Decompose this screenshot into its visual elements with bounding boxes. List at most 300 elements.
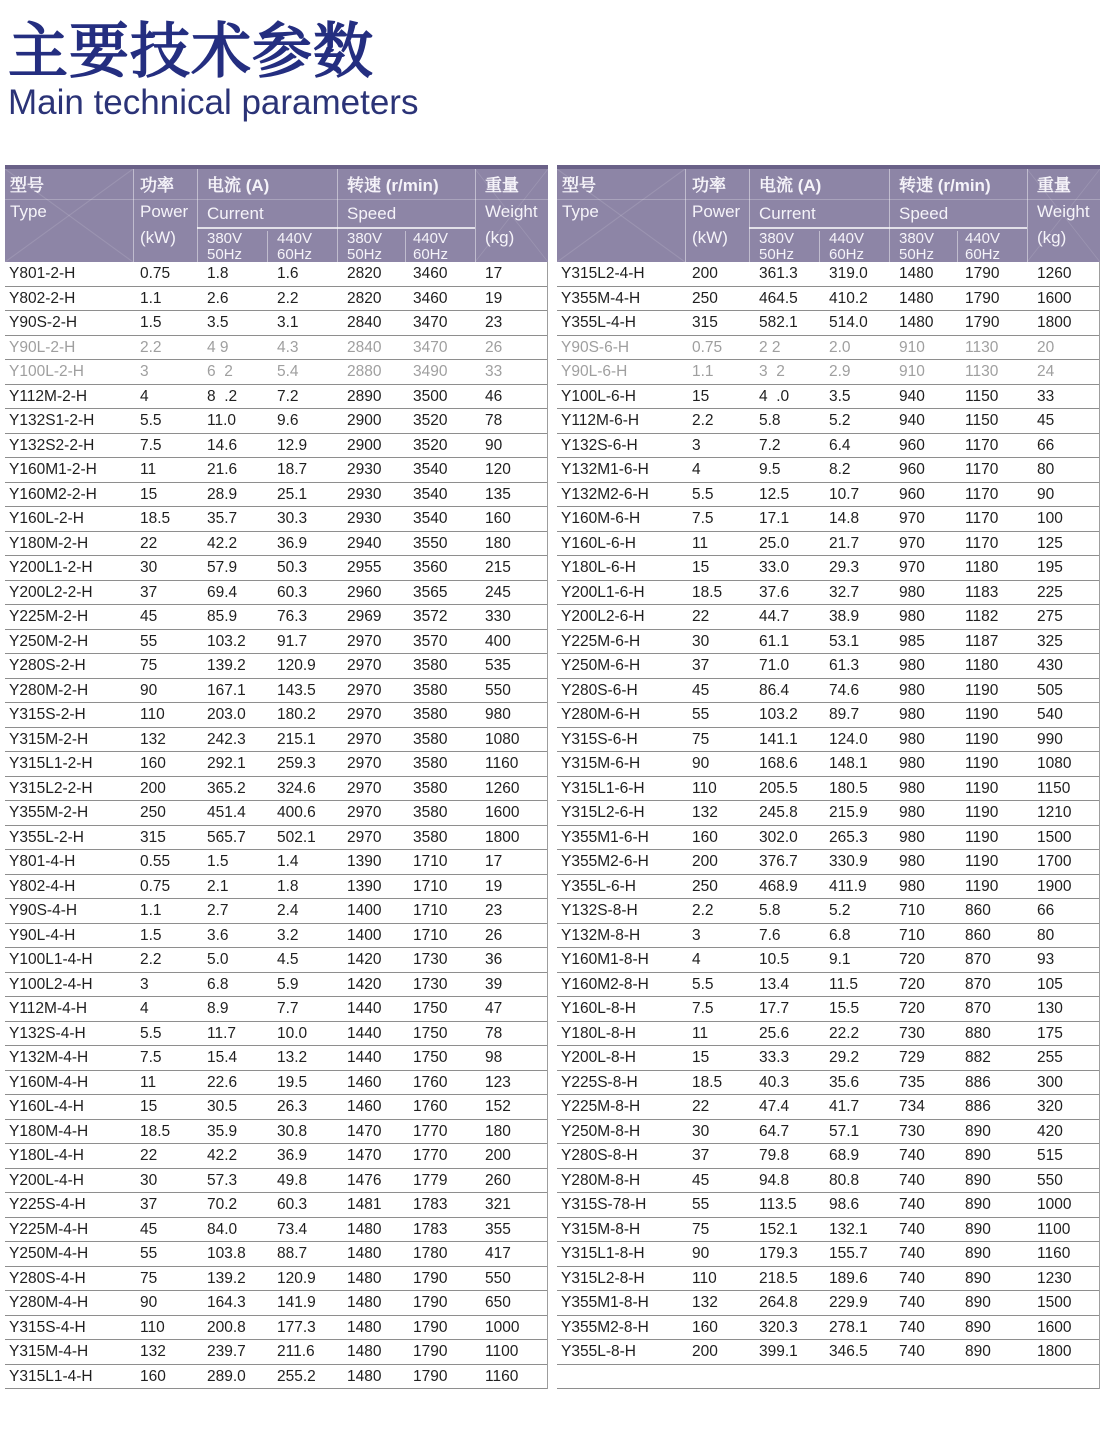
cell-weight-kg: 1230: [1037, 1269, 1072, 1287]
cell-type: Y112M-4-H: [9, 1000, 88, 1017]
cell-speed-380v-50hz: 2820: [347, 265, 382, 282]
cell-current-440v-60hz: 61.3: [829, 657, 860, 674]
cell-current-440v-60hz: 12.9: [277, 436, 308, 454]
cell-speed-440v-60hz: 890: [965, 1318, 991, 1336]
col-header-speed-zh: 转速 (r/min): [899, 176, 991, 195]
table-row: [5, 581, 547, 606]
table-row: [557, 1193, 1099, 1218]
cell-weight-kg: 24: [1037, 363, 1055, 380]
cell-current-380v-50hz: 200.8: [207, 1318, 246, 1336]
cell-speed-380v-50hz: 2970: [347, 730, 382, 748]
cell-power-kw: 75: [140, 657, 158, 674]
cell-speed-440v-60hz: 1190: [965, 853, 999, 870]
cell-type: Y180L-6-H: [561, 559, 636, 576]
cell-speed-440v-60hz: 3570: [413, 632, 448, 650]
cell-type: Y100L-2-H: [9, 363, 84, 380]
table-row: [557, 1120, 1099, 1145]
cell-current-380v-50hz: 3.5: [207, 314, 229, 331]
col-header-power-en: Power: [692, 202, 741, 221]
cell-type: Y200L1-2-H: [9, 559, 93, 576]
cell-current-380v-50hz: 35.9: [207, 1122, 238, 1140]
cell-power-kw: 4: [140, 1000, 149, 1017]
cell-current-380v-50hz: 44.7: [759, 608, 790, 625]
cell-current-440v-60hz: 502.1: [277, 828, 316, 846]
col-header-weight-zh: 重量: [1037, 176, 1071, 195]
cell-speed-380v-50hz: 960: [899, 461, 925, 478]
cell-speed-440v-60hz: 1750: [413, 1000, 448, 1017]
cell-current-380v-50hz: 4 9: [207, 338, 229, 356]
table-row: [557, 556, 1099, 581]
cell-speed-380v-50hz: 2970: [347, 804, 382, 821]
table-row: [557, 1316, 1099, 1341]
table-row: [557, 728, 1099, 753]
cell-current-380v-50hz: 152.1: [759, 1220, 798, 1238]
cell-power-kw: 110: [692, 1269, 717, 1287]
cell-power-kw: 75: [692, 730, 710, 748]
cell-type: Y355L-2-H: [9, 828, 84, 846]
cell-current-380v-50hz: 468.9: [759, 877, 798, 895]
table-row: [5, 899, 547, 924]
cell-weight-kg: 1160: [485, 1367, 519, 1385]
cell-current-380v-50hz: 30.5: [207, 1098, 238, 1115]
cell-type: Y132S-8-H: [561, 902, 638, 919]
col-header-current-zh: 电流 (A): [207, 176, 270, 195]
cell-type: Y315L1-8-H: [561, 1245, 645, 1262]
col-header-weight: [475, 169, 548, 262]
cell-power-kw: 3: [140, 363, 149, 380]
cell-current-440v-60hz: 5.2: [829, 902, 851, 919]
table-row: [557, 581, 1099, 606]
cell-current-440v-60hz: 9.6: [277, 412, 299, 429]
frequency-label: 50Hz: [899, 246, 935, 263]
cell-speed-380v-50hz: 740: [899, 1147, 925, 1164]
cell-power-kw: 110: [140, 706, 165, 723]
table-row: [5, 360, 547, 385]
cell-current-440v-60hz: 215.9: [829, 804, 868, 821]
cell-current-440v-60hz: 2.2: [277, 289, 299, 307]
table-row: [557, 605, 1099, 630]
cell-weight-kg: 46: [485, 387, 503, 405]
cell-type: Y160M1-2-H: [9, 461, 97, 478]
cell-current-380v-50hz: 451.4: [207, 804, 246, 821]
cell-current-380v-50hz: 37.6: [759, 583, 790, 601]
cell-power-kw: 45: [140, 1220, 158, 1238]
voltage-label: 440V: [413, 230, 449, 247]
cell-type: Y225M-8-H: [561, 1098, 641, 1115]
table-row: [5, 679, 547, 704]
cell-current-380v-50hz: 205.5: [759, 779, 798, 797]
cell-power-kw: 4: [692, 461, 701, 478]
cell-weight-kg: 275: [1037, 608, 1063, 625]
cell-current-380v-50hz: 47.4: [759, 1098, 790, 1115]
cell-current-440v-60hz: 7.7: [277, 1000, 299, 1017]
table-row: [5, 1218, 547, 1243]
table-row: [557, 360, 1099, 385]
cell-speed-440v-60hz: 1780: [413, 1245, 448, 1262]
cell-speed-440v-60hz: 3580: [413, 730, 448, 748]
cell-current-380v-50hz: 57.9: [207, 559, 238, 576]
cell-speed-380v-50hz: 970: [899, 559, 925, 576]
cell-speed-440v-60hz: 870: [965, 1000, 991, 1017]
divider: [405, 231, 406, 262]
cell-power-kw: 5.5: [140, 1024, 162, 1042]
cell-current-440v-60hz: 53.1: [829, 632, 860, 650]
cell-weight-kg: 26: [485, 926, 503, 944]
divider: [957, 231, 958, 262]
cell-weight-kg: 160: [485, 510, 511, 527]
cell-type: Y90L-2-H: [9, 338, 76, 356]
cell-speed-440v-60hz: 1180: [965, 559, 999, 576]
table-row: [5, 483, 547, 508]
cell-weight-kg: 505: [1037, 681, 1063, 699]
cell-current-380v-50hz: 11.0: [207, 412, 237, 429]
cell-current-380v-50hz: 25.0: [759, 534, 790, 552]
col-header-weight-en: Weight: [485, 202, 538, 221]
cell-current-380v-50hz: 86.4: [759, 681, 790, 699]
cell-speed-380v-50hz: 985: [899, 632, 925, 650]
cell-speed-440v-60hz: 3580: [413, 804, 448, 821]
cell-speed-440v-60hz: 3580: [413, 828, 448, 846]
cell-type: Y315L2-6-H: [561, 804, 645, 821]
cell-speed-380v-50hz: 2970: [347, 779, 382, 797]
cell-speed-440v-60hz: 890: [965, 1196, 991, 1213]
cell-weight-kg: 1800: [485, 828, 520, 846]
cell-speed-380v-50hz: 1440: [347, 1049, 382, 1066]
cell-current-440v-60hz: 49.8: [277, 1171, 308, 1189]
cell-current-440v-60hz: 229.9: [829, 1294, 868, 1311]
cell-current-440v-60hz: 9.1: [829, 951, 851, 968]
cell-speed-440v-60hz: 1150: [965, 387, 999, 405]
cell-speed-440v-60hz: 1783: [413, 1220, 448, 1238]
col-header-weight-unit: (kg): [485, 228, 515, 247]
cell-speed-380v-50hz: 1400: [347, 926, 382, 944]
cell-current-380v-50hz: 264.8: [759, 1294, 798, 1311]
cell-speed-440v-60hz: 3580: [413, 779, 448, 797]
cell-type: Y280S-4-H: [9, 1269, 86, 1287]
cell-speed-380v-50hz: 720: [899, 951, 925, 968]
cell-speed-440v-60hz: 870: [965, 951, 991, 968]
frequency-label: 60Hz: [277, 246, 313, 263]
cell-speed-380v-50hz: 1470: [347, 1147, 382, 1164]
cell-current-440v-60hz: 255.2: [277, 1367, 316, 1385]
cell-current-440v-60hz: 2.9: [829, 363, 851, 380]
cell-current-440v-60hz: 400.6: [277, 804, 316, 821]
cell-power-kw: 7.5: [692, 1000, 714, 1017]
table-row: [5, 1267, 547, 1292]
cell-current-440v-60hz: 3.2: [277, 926, 299, 944]
cell-current-380v-50hz: 8.9: [207, 1000, 229, 1017]
table-row: [5, 1120, 547, 1145]
voltage-label: 380V: [759, 230, 795, 247]
table-row: [557, 262, 1099, 287]
cell-current-440v-60hz: 88.7: [277, 1245, 308, 1262]
cell-current-380v-50hz: 1.5: [207, 853, 229, 870]
cell-current-440v-60hz: 76.3: [277, 608, 308, 625]
cell-current-440v-60hz: 1.6: [277, 265, 299, 282]
cell-weight-kg: 430: [1037, 657, 1063, 674]
cell-weight-kg: 1160: [1037, 1245, 1071, 1262]
table-row: [557, 409, 1099, 434]
cell-power-kw: 90: [140, 681, 158, 699]
cell-current-440v-60hz: 26.3: [277, 1098, 308, 1115]
cell-current-440v-60hz: 8.2: [829, 461, 851, 478]
cell-type: Y180L-8-H: [561, 1024, 636, 1042]
table-row: [557, 287, 1099, 312]
cell-speed-440v-60hz: 1783: [413, 1196, 448, 1213]
cell-speed-380v-50hz: 1440: [347, 1000, 382, 1017]
cell-current-440v-60hz: 74.6: [829, 681, 860, 699]
cell-power-kw: 7.5: [692, 510, 714, 527]
cell-weight-kg: 120: [485, 461, 511, 478]
cell-weight-kg: 300: [1037, 1073, 1063, 1091]
cell-weight-kg: 515: [1037, 1147, 1063, 1164]
cell-speed-380v-50hz: 2840: [347, 338, 382, 356]
cell-weight-kg: 420: [1037, 1122, 1063, 1140]
cell-current-380v-50hz: 22.6: [207, 1073, 238, 1091]
col-header-current-380v: [749, 229, 819, 262]
cell-type: Y90L-4-H: [9, 926, 76, 944]
cell-weight-kg: 1150: [1037, 779, 1071, 797]
cell-current-440v-60hz: 30.3: [277, 510, 308, 527]
cell-weight-kg: 260: [485, 1171, 511, 1189]
cell-power-kw: 11: [692, 534, 709, 552]
cell-speed-380v-50hz: 730: [899, 1024, 925, 1042]
cell-speed-380v-50hz: 729: [899, 1049, 925, 1066]
cell-type: Y90L-6-H: [561, 363, 628, 380]
cell-speed-440v-60hz: 3565: [413, 583, 448, 601]
col-header-current-380v: [197, 229, 267, 262]
cell-power-kw: 30: [140, 1171, 158, 1189]
cell-type: Y315L2-2-H: [9, 779, 93, 797]
cell-type: Y801-4-H: [9, 853, 76, 870]
cell-speed-380v-50hz: 1480: [899, 314, 934, 331]
cell-weight-kg: 980: [485, 706, 511, 723]
table-row: [5, 336, 547, 361]
cell-weight-kg: 1260: [1037, 265, 1072, 282]
cell-speed-380v-50hz: 980: [899, 804, 925, 821]
frequency-label: 50Hz: [347, 246, 383, 263]
table-row: [557, 1218, 1099, 1243]
cell-current-380v-50hz: 6 2: [207, 363, 233, 380]
cell-type: Y355M-2-H: [9, 804, 89, 821]
cell-current-380v-50hz: 42.2: [207, 1147, 238, 1164]
cell-current-440v-60hz: 22.2: [829, 1024, 860, 1042]
cell-speed-440v-60hz: 3500: [413, 387, 448, 405]
cell-power-kw: 37: [692, 1147, 710, 1164]
voltage-label: 380V: [207, 230, 243, 247]
cell-power-kw: 1.1: [692, 363, 714, 380]
cell-type: Y112M-6-H: [561, 412, 640, 429]
cell-speed-440v-60hz: 890: [965, 1147, 991, 1164]
cell-current-440v-60hz: 410.2: [829, 289, 868, 307]
table-row: [5, 752, 547, 777]
cell-weight-kg: 175: [1037, 1024, 1063, 1042]
cell-weight-kg: 33: [485, 363, 503, 380]
cell-speed-440v-60hz: 1790: [965, 314, 1000, 331]
table-row: [5, 385, 547, 410]
cell-speed-380v-50hz: 1390: [347, 877, 382, 895]
cell-current-380v-50hz: 113.5: [759, 1196, 797, 1213]
table-row: [557, 483, 1099, 508]
cell-speed-380v-50hz: 970: [899, 510, 925, 527]
cell-type: Y100L2-4-H: [9, 975, 93, 993]
cell-current-380v-50hz: 69.4: [207, 583, 238, 601]
cell-current-380v-50hz: 28.9: [207, 485, 238, 503]
cell-power-kw: 22: [140, 534, 158, 552]
cell-speed-440v-60hz: 1130: [965, 363, 999, 380]
cell-weight-kg: 1900: [1037, 877, 1072, 895]
cell-current-440v-60hz: 25.1: [277, 485, 308, 503]
col-header-type: [557, 169, 685, 262]
cell-speed-440v-60hz: 1790: [413, 1343, 448, 1360]
table-row: [557, 752, 1099, 777]
cell-speed-380v-50hz: 740: [899, 1245, 925, 1262]
col-header-current-440v: [267, 229, 337, 262]
cell-power-kw: 3: [692, 436, 701, 454]
cell-power-kw: 45: [692, 1171, 710, 1189]
table-row: [5, 458, 547, 483]
divider: [197, 169, 198, 262]
cell-speed-380v-50hz: 1420: [347, 975, 382, 993]
cell-power-kw: 200: [692, 1343, 718, 1360]
page-header: [8, 18, 418, 122]
cell-power-kw: 18.5: [140, 1122, 171, 1140]
col-header-speed-440v: [957, 229, 1027, 262]
cell-current-440v-60hz: 180.2: [277, 706, 316, 723]
cell-type: Y315S-2-H: [9, 706, 86, 723]
table-row: [557, 1365, 1099, 1390]
cell-speed-380v-50hz: 980: [899, 755, 925, 772]
cell-speed-380v-50hz: 1460: [347, 1073, 382, 1091]
cell-current-440v-60hz: 29.2: [829, 1049, 860, 1066]
table-row: [557, 1291, 1099, 1316]
cell-speed-440v-60hz: 890: [965, 1220, 991, 1238]
cell-power-kw: 110: [140, 1318, 165, 1336]
cell-speed-440v-60hz: 3580: [413, 755, 448, 772]
cell-current-380v-50hz: 8 .2: [207, 387, 238, 405]
table-row: [557, 948, 1099, 973]
cell-type: Y801-2-H: [9, 265, 76, 282]
cell-power-kw: 160: [692, 828, 718, 846]
cell-weight-kg: 650: [485, 1294, 511, 1311]
col-header-current-440v: [819, 229, 889, 262]
cell-current-440v-60hz: 35.6: [829, 1073, 860, 1091]
cell-weight-kg: 23: [485, 314, 503, 331]
cell-weight-kg: 1800: [1037, 314, 1072, 331]
cell-current-380v-50hz: 242.3: [207, 730, 246, 748]
table-row: [5, 1340, 547, 1365]
table-row: [5, 1046, 547, 1071]
table-body: [557, 262, 1100, 1389]
cell-weight-kg: 180: [485, 1122, 511, 1140]
cell-weight-kg: 535: [485, 657, 511, 674]
cell-speed-380v-50hz: 2970: [347, 657, 382, 674]
cell-current-380v-50hz: 5.8: [759, 902, 781, 919]
cell-speed-440v-60hz: 1710: [413, 853, 448, 870]
cell-power-kw: 18.5: [140, 510, 171, 527]
cell-type: Y160L-4-H: [9, 1098, 84, 1115]
cell-type: Y180M-2-H: [9, 534, 89, 552]
cell-current-380v-50hz: 139.2: [207, 1269, 246, 1287]
cell-type: Y160M-4-H: [9, 1073, 89, 1091]
cell-type: Y100L1-4-H: [9, 951, 93, 968]
col-header-type-zh: 型号: [10, 176, 44, 195]
cell-current-380v-50hz: 12.5: [759, 485, 790, 503]
col-header-speed-380v: [337, 229, 405, 262]
cell-current-440v-60hz: 4.5: [277, 951, 299, 968]
cell-speed-440v-60hz: 3540: [413, 461, 448, 478]
cell-current-440v-60hz: 6.4: [829, 436, 851, 454]
cell-speed-440v-60hz: 3460: [413, 265, 448, 282]
cell-power-kw: 250: [692, 877, 718, 895]
cell-type: Y160L-8-H: [561, 1000, 636, 1017]
frequency-label: 50Hz: [207, 246, 243, 263]
cell-weight-kg: 550: [485, 1269, 511, 1287]
cell-speed-380v-50hz: 710: [899, 902, 925, 919]
cell-speed-440v-60hz: 3580: [413, 681, 448, 699]
cell-weight-kg: 90: [1037, 485, 1055, 503]
cell-power-kw: 15: [692, 559, 710, 576]
table-row: [557, 826, 1099, 851]
cell-current-440v-60hz: 1.4: [277, 853, 299, 870]
table-row: [557, 899, 1099, 924]
cell-current-380v-50hz: 361.3: [759, 265, 798, 282]
cell-type: Y280S-6-H: [561, 681, 638, 699]
cell-power-kw: 3: [140, 975, 149, 993]
cell-type: Y315L1-2-H: [9, 755, 93, 772]
table-row: [557, 997, 1099, 1022]
cell-current-380v-50hz: 464.5: [759, 289, 798, 307]
cell-speed-440v-60hz: 1790: [413, 1318, 448, 1336]
cell-speed-380v-50hz: 1460: [347, 1098, 382, 1115]
frequency-label: 60Hz: [413, 246, 449, 263]
cell-type: Y132S2-2-H: [9, 436, 95, 454]
cell-speed-380v-50hz: 1420: [347, 951, 382, 968]
cell-speed-440v-60hz: 1130: [965, 338, 999, 356]
cell-weight-kg: 17: [485, 853, 503, 870]
cell-speed-440v-60hz: 1790: [965, 265, 1000, 282]
cell-speed-440v-60hz: 3460: [413, 289, 448, 307]
cell-power-kw: 15: [140, 1098, 158, 1115]
cell-power-kw: 132: [692, 804, 718, 821]
cell-power-kw: 15: [692, 387, 710, 405]
cell-weight-kg: 26: [485, 338, 503, 356]
cell-weight-kg: 1260: [485, 779, 520, 797]
cell-speed-380v-50hz: 910: [899, 363, 925, 380]
cell-power-kw: 0.75: [140, 877, 171, 895]
cell-power-kw: 160: [692, 1318, 718, 1336]
cell-current-380v-50hz: 3.6: [207, 926, 229, 944]
table-row: [557, 434, 1099, 459]
cell-current-380v-50hz: 168.6: [759, 755, 798, 772]
cell-type: Y355L-8-H: [561, 1343, 636, 1360]
cell-speed-440v-60hz: 1150: [965, 412, 999, 429]
cell-type: Y160M-6-H: [561, 510, 641, 527]
cell-weight-kg: 45: [1037, 412, 1055, 429]
cell-type: Y355L-4-H: [561, 314, 636, 331]
cell-current-380v-50hz: 164.3: [207, 1294, 246, 1311]
cell-current-440v-60hz: 36.9: [277, 1147, 308, 1164]
cell-speed-440v-60hz: 3520: [413, 436, 448, 454]
cell-speed-380v-50hz: 2900: [347, 436, 382, 454]
cell-speed-380v-50hz: 980: [899, 608, 925, 625]
cell-current-440v-60hz: 265.3: [829, 828, 868, 846]
cell-speed-440v-60hz: 1750: [413, 1024, 448, 1042]
cell-speed-380v-50hz: 2940: [347, 534, 382, 552]
cell-current-440v-60hz: 60.3: [277, 583, 308, 601]
cell-speed-380v-50hz: 2880: [347, 363, 382, 380]
cell-current-440v-60hz: 211.6: [277, 1343, 315, 1360]
